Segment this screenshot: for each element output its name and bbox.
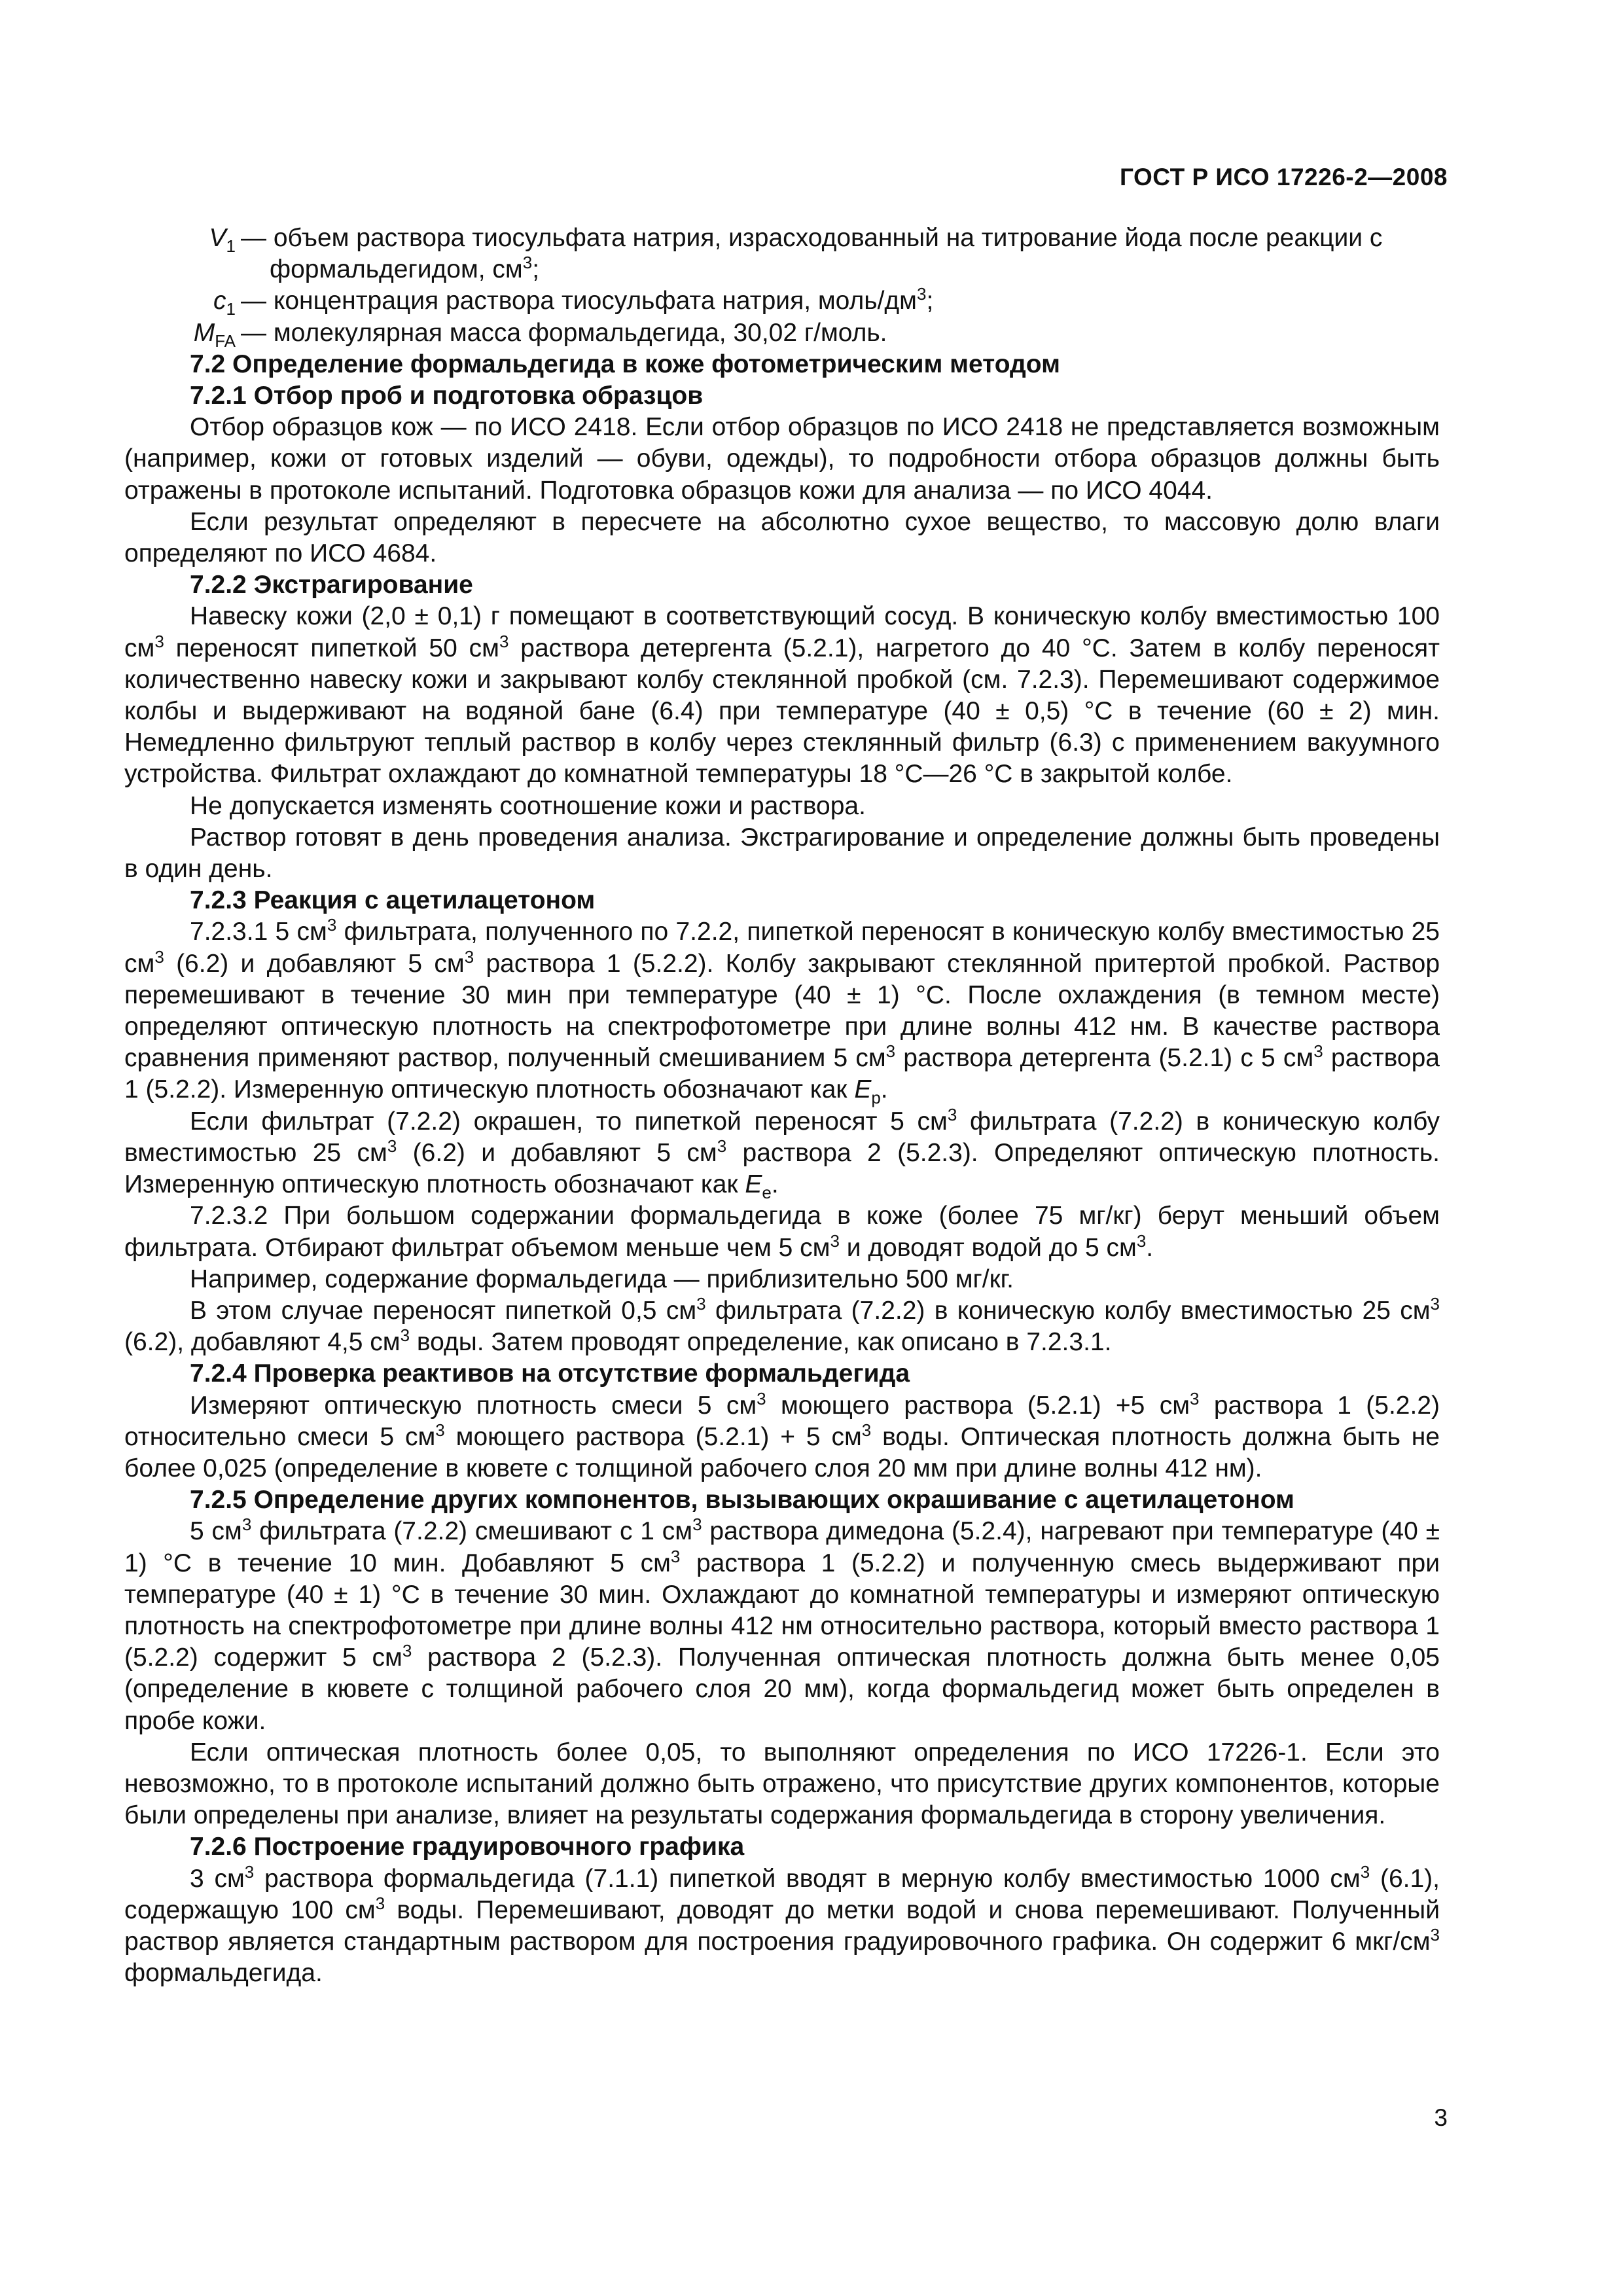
definition-text [236,223,1440,285]
superscript: 3 [1190,1388,1200,1408]
section-heading-7-2: 7.2 Определение формальдегида в коже фотометрическим методом [190,350,1060,378]
section-heading-7-2-5: 7.2.5 Определение других компонентов, вызывающих окрашивание с ацетилацетоном [190,1486,1294,1515]
superscript: 3 [387,1136,397,1156]
section-heading-7-2-1: 7.2.1 Отбор проб и подготовка образцов [190,382,704,410]
text-run: раствора 1 (5.2.2) относительно смеси 5 см [124,1391,1440,1451]
text-run: (6.2) и добавляют 5 см [164,949,465,978]
text-run: раствора 1 (5.2.2) и полученную смесь выдерживают при температуре (40 ± 1) °С в течение 30 мин. Охлаждают до комнатной температуры и измеряют оптическую плотность на спектрофотометре при длине волны 412 нм относительно раствора, который вместо раствора 1 (5.2.2) содержит 5 см [124,1549,1440,1672]
text-run: В этом случае переносят пипеткой 0,5 см [190,1296,697,1325]
section-heading-7-2-2: 7.2.2 Экстрагирование [190,571,473,600]
paragraph [124,601,1440,790]
punctuation: ; [926,287,934,315]
definitions-list [124,223,1440,349]
paragraph [124,1390,1440,1485]
text-run: 3 см [190,1864,245,1893]
superscript: 3 [692,1515,702,1535]
subscript: e [762,1182,772,1202]
paragraph: Не допускается изменять соотношение кожи и раствора. [190,791,866,820]
paragraph [124,1106,1440,1201]
text-run: фильтрата, полученного по 7.2.2, пипеткой переносят в коническую колбу вместимостью 25 см [124,918,1440,978]
superscript: 3 [464,946,474,967]
definition-c1 [124,285,1440,317]
superscript: 3 [917,284,927,304]
text-run: моющего раствора (5.2.1) + 5 см [444,1422,862,1451]
paragraph [124,1200,1440,1263]
superscript: 3 [241,1515,252,1535]
symbol-letter: M [193,318,215,347]
symbol-letter: c [213,287,226,315]
superscript: 3 [244,1861,255,1882]
symbol-subscript: 1 [226,299,236,319]
text-run: формальдегида. [124,1959,323,1988]
paragraph [124,1863,1440,1990]
superscript: 3 [1430,1924,1440,1945]
symbol-subscript: 1 [226,236,236,256]
symbol-e: E [854,1075,872,1104]
superscript: 3 [947,1104,957,1124]
text-run: 7.2.3.1 5 см [190,918,327,946]
definition-text [236,285,1440,317]
punctuation: . [771,1170,779,1199]
definition-symbol [124,223,236,254]
superscript: 3 [717,1136,727,1156]
punctuation: . [1146,1233,1154,1262]
superscript: 3 [830,1230,840,1251]
superscript: 3 [435,1420,445,1440]
superscript: 3 [670,1546,681,1566]
superscript: 3 [696,1293,706,1314]
text-run: воды. Перемешивают, доводят до метки водой и снова перемешивают. Полученный раствор является стандартным раствором для построения градуировочного графика. Он содержит 6 мкг/см [124,1895,1440,1956]
superscript: 3 [402,1641,412,1661]
text-run: переносят пипеткой 50 см [164,634,499,662]
text-run: (6.2) и добавляют 5 см [397,1138,717,1167]
superscript: 3 [1136,1230,1147,1251]
text-run: моющего раствора (5.2.1) +5 см [766,1391,1190,1420]
text-run: (6.2), добавляют 4,5 см [124,1328,401,1357]
superscript: 3 [499,631,509,651]
text-run: раствора димедона (5.2.4), нагревают при температуре (40 ± 1) °С в течение 10 мин. Добавляют 5 см [124,1517,1440,1577]
text-run: Если фильтрат (7.2.2) окрашен, то пипеткой переносят 5 см [190,1107,948,1136]
superscript: 3 [522,253,533,273]
paragraph [124,1295,1440,1358]
punctuation: ; [532,255,540,284]
punctuation: . [880,1075,888,1104]
definition-mfa [124,317,1440,349]
text-run: воды. Оптическая плотность должна быть не более 0,025 (определение в кювете с толщиной рабочего слоя 20 мм при длине волны 412 нм). [124,1422,1440,1482]
superscript: 3 [757,1388,766,1408]
superscript: 3 [154,946,164,967]
text-run: (6.1), содержащую 100 см [124,1864,1440,1924]
text-run: раствора 2 (5.2.3). Определяют оптическую плотность. Измеренную оптическую плотность обозначают как [124,1138,1440,1199]
paragraph: Если результат определяют в пересчете на абсолютно сухое вещество, то массовую долю влаги определяют по ИСО 4684. [124,507,1440,568]
paragraph: Например, содержание формальдегида — приблизительно 500 мг/кг. [190,1265,1014,1293]
section-heading-7-2-3: 7.2.3 Реакция с ацетилацетоном [190,886,596,915]
text-run: Измеряют оптическую плотность смеси 5 см [190,1391,757,1420]
definition-v1 [124,223,1440,285]
superscript: 3 [1430,1293,1440,1314]
paragraph: Раствор готовят в день проведения анализа. Экстрагирование и определение должны быть проведены в один день. [124,823,1440,884]
paragraph [124,1516,1440,1736]
symbol-subscript: FA [215,331,236,351]
superscript: 3 [1313,1041,1323,1062]
definition-continuation [241,254,1440,285]
superscript: 3 [861,1420,872,1440]
text-run: Навеску кожи (2,0 ± 0,1) г помещают в соответствующий сосуд. В коническую колбу вместимостью 100 см [124,602,1440,662]
text-run: фильтрата (7.2.2) смешивают с 1 см [251,1517,693,1546]
symbol-e: E [745,1170,762,1199]
page-number: 3 [1434,2104,1448,2131]
page-header-standard: ГОСТ Р ИСО 17226-2—2008 [1120,164,1448,190]
paragraph: Если оптическая плотность более 0,05, то выполняют определения по ИСО 17226-1. Если это невозможно, то в протоколе испытаний должно быть отражено, что присутствие других компонентов, которые были определены при анализе, влияет на результаты содержания формальдегида в сторону увеличения. [124,1738,1440,1830]
definition-line: — молекулярная масса формальдегида, 30,02 г/моль. [241,318,887,347]
text-run: 7.2.3.2 При большом содержании формальдегида в коже (более 75 мг/кг) берут меньший объем фильтрата. Отбирают фильтрат объемом меньше чем 5 см [124,1202,1440,1262]
text-run: раствора 1 (5.2.2). Колбу закрывают стеклянной притертой пробкой. Раствор перемешивают в течение 30 мин при температуре (40 ± 1) °С. После охлаждения (в темном месте) определяют оптическую плотность на спектрофотометре при длине волны 412 нм. В качестве раствора сравнения применяют раствор, полученный смешиванием 5 см [124,949,1440,1073]
text-run: раствора детергента (5.2.1) с 5 см [895,1044,1314,1073]
text-run: раствора 1 (5.2.2). Измеренную оптическую плотность обозначают как [124,1044,1440,1104]
definition-symbol [124,317,236,349]
superscript: 3 [885,1041,896,1062]
paragraph: Отбор образцов кож — по ИСО 2418. Если отбор образцов по ИСО 2418 не представляется возможным (например, кожи от готовых изделий — обуви, одежды), то подробности отбора образцов должны быть отражены в протоколе испытаний. Подготовка образцов кожи для анализа — по ИСО 4044. [124,413,1440,505]
text-run: и доводят водой до 5 см [839,1233,1137,1262]
text-run: раствора 2 (5.2.3). Полученная оптическая плотность должна быть менее 0,05 (определение в кювете с толщиной рабочего слоя 20 мм), когда формальдегид может быть определен в пробе кожи. [124,1643,1440,1735]
symbol-letter: V [209,224,226,252]
definition-line: — концентрация раствора тиосульфата натрия, моль/дм [241,287,917,315]
superscript: 3 [1360,1861,1370,1882]
text-run: раствора формальдегида (7.1.1) пипеткой вводят в мерную колбу вместимостью 1000 см [254,1864,1361,1893]
definition-line: формальдегидом, см [270,255,523,284]
definition-symbol [124,285,236,317]
text-run: раствора детергента (5.2.1), нагретого до 40 °С. Затем в колбу переносят количественно навеску кожи и закрывают колбу стеклянной пробкой (см. 7.2.3). Перемешивают содержимое колбы и выдерживают на водяной бане (6.4) при температуре (40 ± 0,5) °С в течение (60 ± 2) мин. Немедленно фильтруют теплый раствор в колбу через стеклянный фильтр (6.3) с применением вакуумного устройства. Фильтрат охлаждают до комнатной температуры 18 °С—26 °С в закрытой колбе. [124,634,1440,789]
section-heading-7-2-4: 7.2.4 Проверка реактивов на отсутствие формальдегида [190,1359,910,1388]
text-run: воды. Затем проводят определение, как описано в 7.2.3.1. [410,1328,1112,1357]
definition-line: — объем раствора тиосульфата натрия, израсходованный на титрование йода после реакции с [241,224,1383,252]
subscript: p [871,1088,881,1108]
text-run: фильтрата (7.2.2) в коническую колбу вместимостью 25 см [705,1296,1431,1325]
text-run: 5 см [190,1517,242,1546]
superscript: 3 [375,1893,385,1913]
superscript: 3 [154,631,164,651]
paragraph [124,915,1440,1108]
document-body [124,223,1440,1989]
definition-text [236,317,1440,349]
superscript: 3 [327,915,337,935]
text-run: фильтрата (7.2.2) в коническую колбу вместимостью 25 см [124,1107,1440,1167]
section-heading-7-2-6: 7.2.6 Построение градуировочного графика [190,1833,745,1861]
superscript: 3 [400,1325,410,1346]
